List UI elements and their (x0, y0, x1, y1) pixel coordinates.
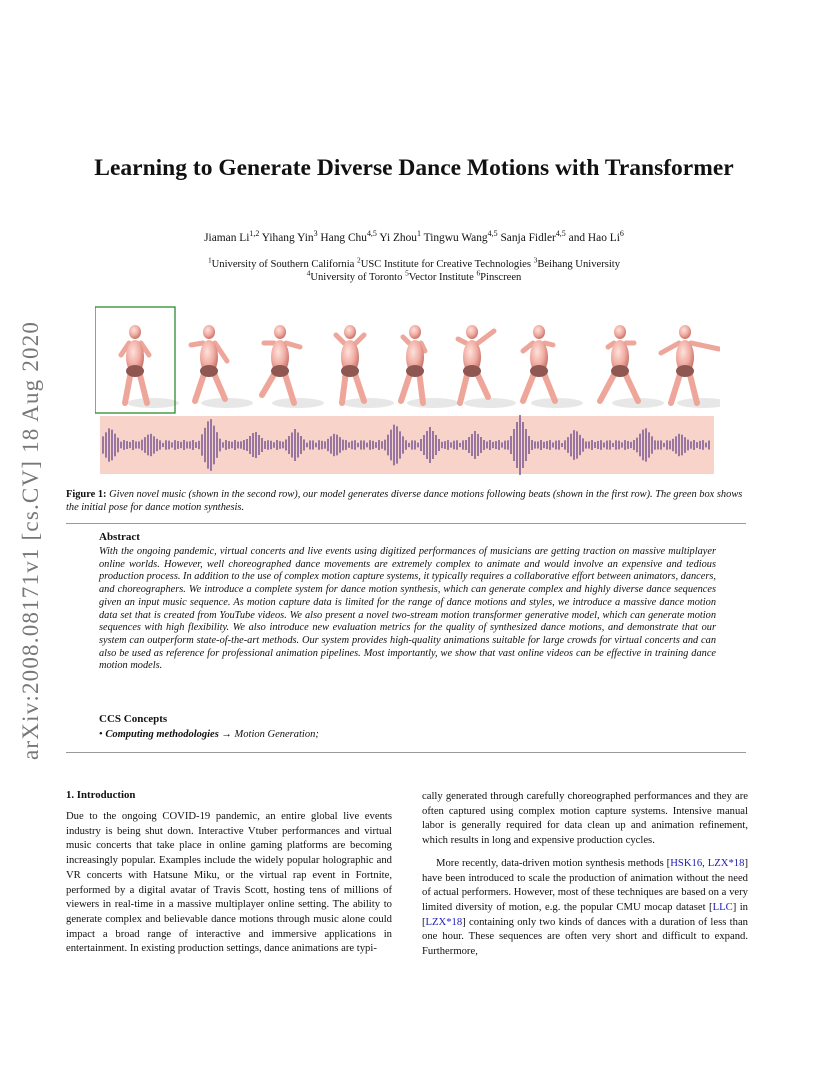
citation-link-llc[interactable]: LLC (712, 901, 733, 913)
affiliation-superscript: 2 (357, 255, 361, 265)
ccs-bullet: • (99, 729, 103, 740)
ccs-heading: CCS Concepts (99, 713, 168, 725)
figure-caption (66, 488, 752, 515)
dancer-figure (191, 325, 253, 408)
affiliation-name: Beihang University (537, 259, 621, 270)
intro-column-right (422, 790, 748, 960)
dancer-poses-row (121, 325, 720, 408)
text-run: ] have been introduced to scale the production of animation without the need of actual performers. However, most of these techniques are based on a very limited diversity of motion, e.g. the popular CMU mocap dataset [ (422, 857, 748, 913)
author-name: Yi Zhou (379, 232, 417, 244)
author-superscript: 4,5 (487, 229, 498, 239)
affiliation-name: Pinscreen (480, 272, 522, 283)
author-name: Yihang Yin (261, 232, 314, 244)
affiliation-superscript: 5 (405, 268, 409, 278)
author-superscript: 4,5 (555, 229, 566, 239)
affiliation-name: University of Southern California (211, 259, 355, 270)
author-name: Hang Chu (320, 232, 367, 244)
caption-label: Figure 1: (66, 489, 107, 500)
divider-bottom (66, 752, 746, 753)
author-name: Tingwu Wang (423, 232, 488, 244)
affiliation-superscript: 6 (476, 268, 481, 278)
ccs-sub-concept: Motion Generation; (234, 729, 319, 740)
paper-title: Learning to Generate Diverse Dance Motions with Transformer (94, 155, 734, 181)
intro-paragraph-2: cally generated through carefully choreographed performances and they are often captured using complex motion capture systems. Intensive manual labor is generally required for data clean up and animation refinement, which results in long and expensive production cycles. (422, 791, 748, 847)
ccs-main-concept: Computing methodologies (105, 729, 219, 740)
divider-top (66, 523, 746, 524)
caption-text: Given novel music (shown in the second row), our model generates diverse dance motions following beats (shown in the first row). The green box shows the initial pose for dance motion synthesis. (66, 489, 743, 514)
affiliation-name: Vector Institute (408, 272, 474, 283)
intro-paragraph-3 (422, 857, 748, 960)
author-superscript: 3 (313, 229, 318, 239)
author-name: and Hao Li (568, 232, 620, 244)
text-run: More recently, data-driven motion synthesis methods [ (436, 857, 671, 869)
dancer-figure (661, 325, 720, 408)
author-superscript: 6 (619, 229, 624, 239)
intro-column-left (66, 810, 392, 957)
affiliation-superscript: 1 (207, 255, 212, 265)
citation-link-hsk16[interactable]: HSK16 (670, 857, 703, 869)
figure-dance-sequence (95, 305, 720, 475)
affiliations-line-1 (0, 255, 828, 270)
dancer-figure (121, 325, 179, 408)
affiliations-line-2 (0, 268, 828, 283)
abstract-heading: Abstract (99, 531, 140, 543)
affiliation-superscript: 4 (306, 268, 311, 278)
dancer-figure (523, 325, 583, 408)
author-superscript: 1 (417, 229, 421, 239)
author-name: Sanja Fidler (500, 232, 556, 244)
dancer-figure (458, 325, 516, 408)
dancer-figure (600, 325, 664, 408)
author-superscript: 4,5 (366, 229, 377, 239)
text-run: ] in [ (422, 901, 749, 928)
dancer-figure (401, 325, 459, 408)
ccs-arrow: → (221, 729, 232, 740)
affiliation-name: USC Institute for Creative Technologies (360, 259, 531, 270)
citation-link-lzx18[interactable]: LZX*18 (707, 857, 745, 869)
abstract-text: With the ongoing pandemic, virtual concerts and live events using digitized performances of musicians are getting traction on massive multiplayer online worlds. However, well choreographed dance movements are extremely complex to animate and would involve an expensive and tedious production process. In addition to the use of complex motion capture systems, it typically requires a collaborative effort between animators, dancers, and choreographers. We introduce a complete system for dance motion synthesis, which can generate complex and highly diverse dance sequences given an input music sequence. As motion capture data is limited for the range of dance motions and styles, we introduce a massive dance motion data set that is created from YouTube videos. We also present a novel two-stream motion transformer generative model, which can generate motion sequences with high flexibility. We also introduce new evaluation metrics for the quality of synthesized dance motions, and demonstrate that our system can outperform state-of-the-art methods. Our system provides high-quality animations suitable for large crowds for virtual concerts and can also be used as reference for professional animation pipelines. Most importantly, we show that vast online videos can be effective in training dance motion models. (99, 546, 716, 672)
author-superscript: 1,2 (249, 229, 260, 239)
dancer-figure (336, 325, 394, 408)
author-name: Jiaman Li (204, 232, 250, 244)
section-heading-introduction: 1. Introduction (66, 789, 136, 801)
citation-link-lzx18[interactable]: LZX*18 (425, 916, 463, 928)
author-list (0, 229, 828, 244)
text-run: ] containing only two kinds of dances with a duration of less than one hour. These sequences are often very short and difficult to expand. Furthermore, (422, 916, 748, 958)
affiliation-name: University of Toronto (310, 272, 403, 283)
dancer-figure (262, 325, 324, 408)
arxiv-identifier: arXiv:2008.08171v1 [cs.CV] 18 Aug 2020 (18, 320, 43, 760)
ccs-concepts-line (99, 729, 319, 740)
text-run: , (702, 857, 708, 869)
intro-paragraph-1: Due to the ongoing COVID-19 pandemic, an entire global live events industry is being shut down. Interactive Vtuber performances and virtual music concerts that take place in online gaming platforms are becoming increasingly popular. Examples include the widely popular holographic and VR concerts with Hatsune Miku, or the virtual rap event in Fortnite, performed by a digital avatar of Travis Scott, hosting tens of millions of viewers in real-time in a massive multiplayer online setting. The ability to generate complex and believable dance motions through music alone could impact a broad range of interactive and immersive applications in entertainment. In existing production settings, dance animations are typi- (66, 811, 392, 955)
affiliation-superscript: 3 (533, 255, 538, 265)
